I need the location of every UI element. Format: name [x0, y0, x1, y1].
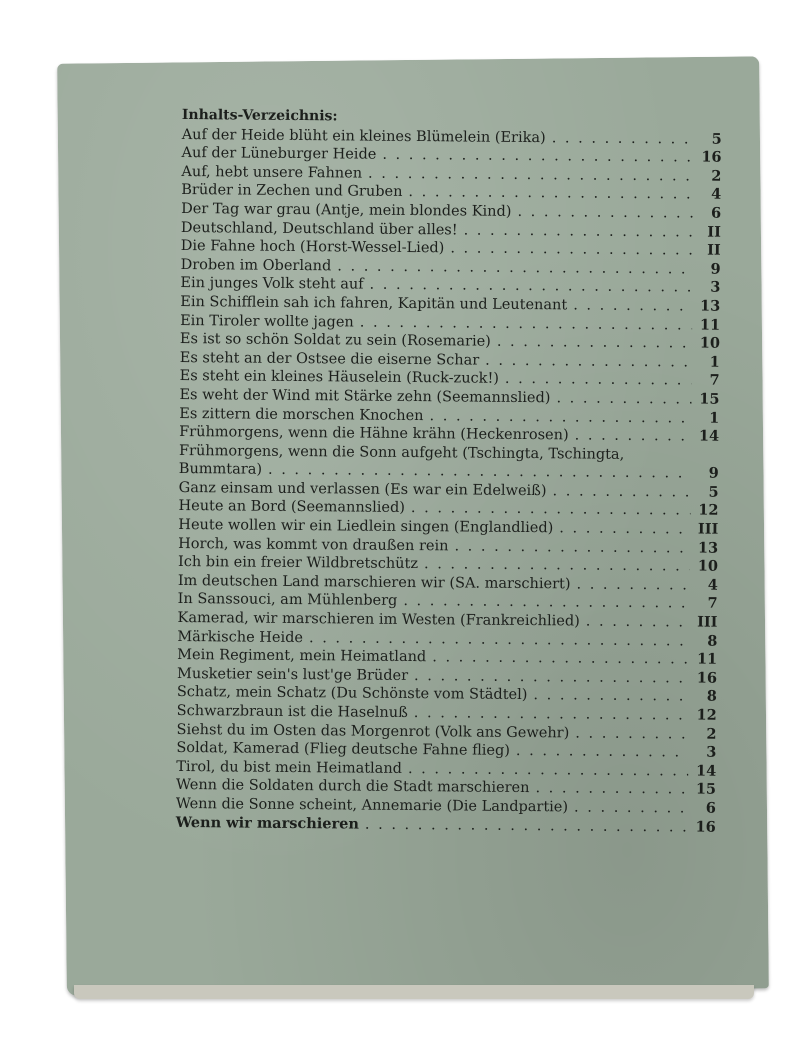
toc-entry-title: Kamerad, wir marschieren im Westen (Frankreichlied) [177, 610, 580, 630]
toc-entry-title: Droben im Oberland [180, 256, 332, 275]
toc-leader-dots [505, 370, 692, 390]
table-of-contents [176, 106, 722, 837]
toc-leader-dots [586, 613, 690, 632]
toc-entry-page: 3 [706, 743, 717, 761]
toc-leader-dots [552, 482, 690, 502]
toc-leader-dots [574, 798, 688, 818]
toc-leader-dots [575, 427, 692, 447]
toc-entry-title: Der Tag war grau (Antje, mein blondes Kind) [181, 200, 512, 220]
toc-entry-page: 7 [707, 595, 718, 613]
toc-leader-dots [559, 519, 690, 539]
toc-entry-page: 5 [711, 130, 722, 148]
toc-entry-title: Frühmorgens, wenn die Hähne krähn (Heckenrosen) [179, 424, 569, 444]
toc-entry-page: 12 [696, 706, 717, 724]
toc-entry-page: 9 [710, 260, 721, 278]
toc-entry-page: 10 [697, 557, 719, 575]
toc-entry-page: 10 [699, 334, 721, 352]
toc-entry-title: Im deutschen Land marschieren wir (SA. marschiert) [177, 572, 571, 593]
toc-entry-page: 16 [701, 148, 722, 166]
toc-entry [179, 442, 719, 484]
booklet-page-edge [74, 985, 754, 999]
toc-entry-title: Ein junges Volk steht auf [180, 275, 364, 293]
toc-entry-page: III [697, 520, 719, 538]
toc-entry-title: Wenn wir marschieren [175, 813, 360, 833]
toc-entry-page: 7 [709, 371, 720, 390]
toc-entry-page: 16 [696, 669, 718, 687]
toc-entry-title: Auf der Lüneburger Heide [181, 145, 377, 163]
toc-entry-page: 3 [710, 278, 721, 297]
toc-entry-title: Ganz einsam und verlassen (Es war ein Edelweiß) [178, 479, 547, 500]
toc-entry-title-continued: Bummtara) [178, 461, 263, 478]
toc-leader-dots [403, 592, 689, 613]
toc-entry-page: 12 [698, 501, 719, 520]
toc-entry-page: 15 [699, 390, 720, 408]
toc-entry-page: 14 [695, 762, 717, 780]
toc-leader-dots [424, 555, 690, 576]
toc-entry-title: Auf der Heide blüht ein kleines Blümelein (Erika) [181, 126, 546, 146]
toc-entry-page: III [697, 613, 718, 631]
toc-leader-dots [575, 724, 688, 744]
toc-entry-title: In Sanssouci, am Mühlenberg [177, 591, 398, 610]
toc-entry-title: Es steht ein kleines Häuselein (Ruck-zuck!) [179, 368, 500, 388]
toc-heading: Inhalts-Verzeichnis: [181, 106, 338, 125]
toc-entry-title: Schatz, mein Schatz (Du Schönste vom Städtel) [176, 684, 528, 704]
toc-leader-dots [535, 779, 688, 799]
toc-entry-title: Die Fahne hoch (Horst-Wessel-Lied) [180, 238, 445, 257]
toc-leader-dots [365, 815, 688, 836]
toc-leader-dots [454, 537, 690, 558]
toc-entry-title: Es steht an der Ostsee die eiserne Schar [179, 349, 480, 369]
toc-entry-title: Brüder in Zechen und Gruben [181, 182, 403, 201]
toc-entry-page: II [707, 223, 721, 241]
toc-entry-title: Heute an Bord (Seemannslied) [178, 498, 406, 517]
toc-entry-title: Es weht der Wind mit Stärke zehn (Seemannslied) [179, 386, 551, 407]
toc-entry-page: 6 [705, 799, 716, 817]
toc-leader-dots [411, 499, 691, 520]
toc-leader-dots [408, 183, 693, 204]
toc-entry-title: Es ist so schön Soldat zu sein (Rosemarie) [179, 331, 491, 350]
toc-entry-title: Auf, hebt unsere Fahnen [181, 163, 363, 182]
toc-entry-title: Soldat, Kamerad (Flieg deutsche Fahne flieg) [176, 740, 511, 760]
toc-entry-title: Es zittern die morschen Knochen [179, 405, 424, 424]
toc-leader-dots [533, 686, 689, 706]
toc-entry-title: Ein Tiroler wollte jagen [180, 312, 354, 331]
toc-entry-page: 2 [706, 725, 717, 743]
toc-entry-title: Heute wollen wir ein Liedlein singen (Englandlied) [178, 517, 554, 537]
toc-leader-dots [414, 704, 689, 725]
toc-entry-title: Mein Regiment, mein Heimatland [177, 647, 427, 666]
toc-entry-page: 13 [697, 539, 719, 557]
toc-entry-page: 8 [706, 688, 717, 706]
toc-list [176, 126, 722, 837]
toc-entry-page: 16 [695, 818, 716, 836]
toc-entry-title: Schwarzbraun ist die Haselnuß [176, 702, 408, 721]
toc-entry-page: 11 [699, 316, 721, 334]
toc-leader-dots [408, 760, 688, 781]
toc-leader-dots [556, 389, 691, 409]
toc-leader-dots [573, 296, 692, 316]
toc-leader-dots [576, 575, 689, 595]
toc-entry-page: 6 [710, 204, 722, 222]
toc-entry-page: 15 [695, 780, 717, 799]
toc-entry-title: Siehst du im Osten das Morgenrot (Volk ans Gewehr) [176, 721, 570, 741]
toc-entry-page: 11 [696, 650, 718, 668]
toc-entry-page: 8 [707, 632, 718, 650]
toc-entry-title: Tirol, du bist mein Heimatland [176, 758, 403, 777]
toc-leader-dots [517, 203, 693, 223]
toc-entry-title: Ein Schifflein sah ich fahren, Kapitän und Leutenant [180, 293, 568, 314]
toc-leader-dots [497, 333, 692, 353]
toc-entry-title: Musketier sein's lust'ge Brüder [176, 665, 409, 684]
toc-entry-page: 9 [708, 464, 719, 482]
toc-entry-page: 13 [700, 297, 721, 315]
toc-entry-title: Wenn die Sonne scheint, Annemarie (Die Landpartie) [175, 795, 569, 816]
toc-entry-title: Märkische Heide [177, 628, 304, 646]
toc-entry-page: 2 [711, 167, 722, 185]
toc-entry-page: 1 [709, 409, 720, 427]
toc-entry-page: 1 [709, 353, 720, 371]
toc-leader-dots [485, 351, 692, 371]
toc-leader-dots [429, 407, 691, 428]
toc-entry-page: II [707, 241, 721, 259]
toc-leader-dots [464, 221, 693, 242]
toc-entry-page: 5 [708, 483, 719, 501]
toc-entry-title: Frühmorgens, wenn die Sonn aufgeht (Tschingta, Tschingta, [178, 442, 625, 463]
toc-leader-dots [450, 240, 693, 261]
toc-entry-title: Ich bin ein freier Wildbretschütz [177, 554, 419, 573]
toc-entry-page: 14 [698, 427, 720, 445]
toc-entry-title: Deutschland, Deutschland über alles! [180, 219, 458, 238]
toc-entry-page: 4 [707, 576, 718, 594]
toc-leader-dots [432, 648, 689, 669]
toc-leader-dots [414, 667, 689, 688]
toc-leader-dots [516, 742, 689, 762]
toc-entry-title: Horch, was kommt von draußen rein [178, 535, 449, 554]
toc-leader-dots [552, 129, 694, 149]
toc-entry-title: Wenn die Soldaten durch die Stadt marschieren [176, 777, 530, 797]
toc-entry-page: 4 [711, 185, 722, 204]
